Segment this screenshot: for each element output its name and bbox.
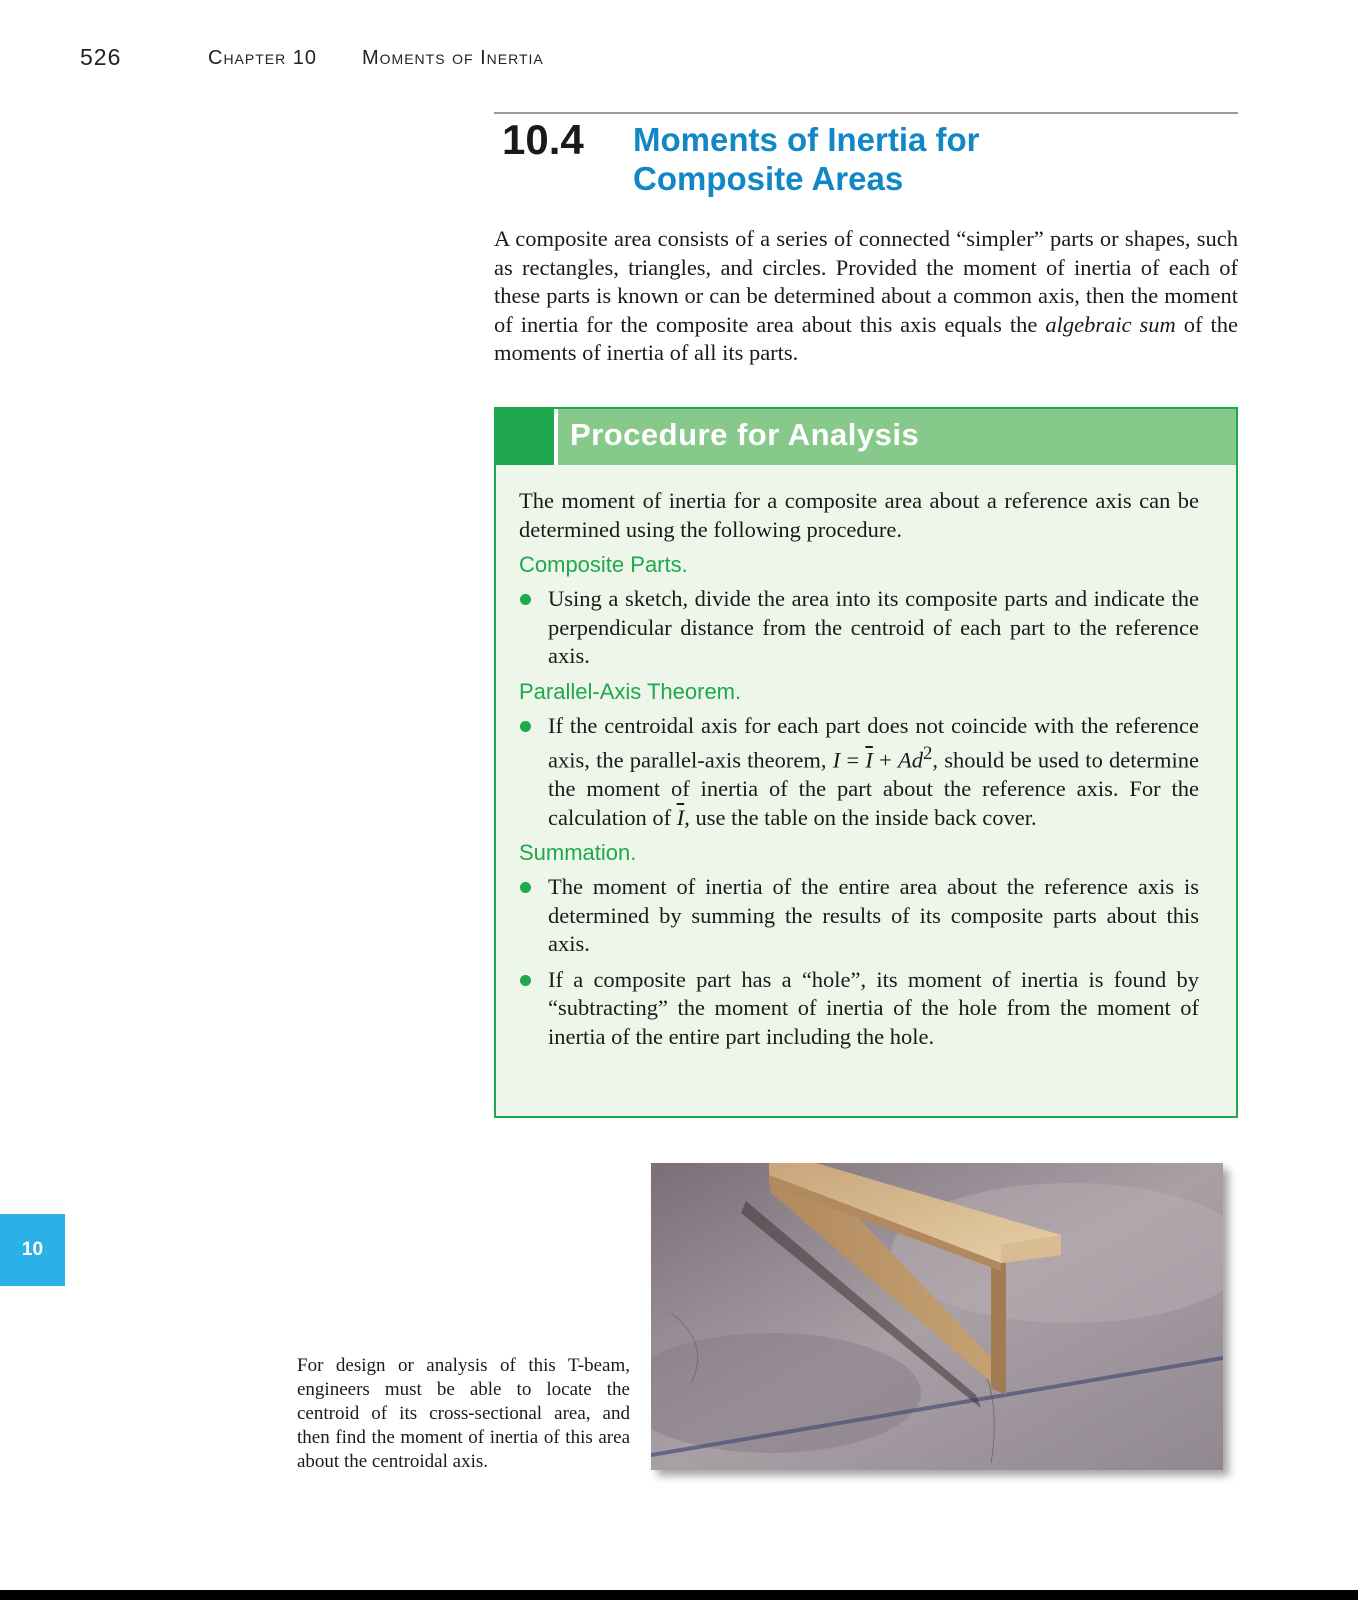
page-number: 526 — [80, 44, 122, 70]
procedure-box — [494, 407, 1238, 1118]
running-head — [80, 44, 1358, 74]
bullet-text: The moment of inertia of the entire area about the reference axis is determined by summing the results of its composite parts about this axis. — [548, 874, 1199, 956]
formula-exponent: 2 — [922, 743, 933, 764]
t-beam-illustration — [651, 1163, 1223, 1470]
bullet-icon — [520, 975, 531, 986]
section-title-line2: Composite Areas — [633, 160, 904, 197]
bottom-bar — [0, 1590, 1358, 1600]
subhead-parallel-axis: Parallel-Axis Theorem. — [519, 678, 742, 704]
procedure-intro: The moment of inertia for a composite area about a reference axis can be determined using the following procedure. — [519, 488, 1199, 542]
procedure-title: Procedure for Analysis — [570, 417, 920, 452]
formula-lhs: I — [832, 747, 841, 773]
subhead-composite-parts: Composite Parts. — [519, 552, 688, 577]
summation-list — [519, 873, 1199, 1051]
figure-caption: For design or analysis of this T-beam, engineers must be able to locate the centroid of its cross-sectional area, and then find the moment of inertia of this area about the centroidal axis. — [297, 1355, 630, 1472]
formula-ibar: $\overline{I}$ — [865, 747, 873, 773]
bullet-text-part1: If the centroidal axis for each part does not coincide with the reference axis, the parallel-axis theorem, — [548, 712, 1199, 773]
t-beam-photo — [651, 1163, 1223, 1470]
bullet-icon — [520, 594, 531, 605]
chapter-label: Chapter 10 — [208, 47, 318, 69]
section-title — [633, 120, 1193, 198]
list-item — [519, 585, 1199, 671]
parallel-axis-list — [519, 712, 1199, 833]
intro-emphasis: algebraic sum — [1045, 311, 1176, 337]
bullet-text-part3: , use the table on the inside back cover. — [684, 804, 1037, 830]
list-item — [519, 966, 1199, 1052]
bullet-text-part2: , should be used to determine the moment of inertia of the part about the reference axis. For the calculation of — [548, 747, 1199, 830]
section-rule — [494, 112, 1238, 114]
procedure-header — [496, 409, 1236, 465]
intro-paragraph — [494, 225, 1238, 368]
bullet-text: If a composite part has a “hole”, its moment of inertia is found by “subtracting” the moment of inertia of the hole from the moment of inertia of the entire part including the hole. — [548, 966, 1199, 1049]
section-number: 10.4 — [502, 116, 584, 163]
procedure-header-tab — [496, 409, 558, 465]
chapter-tab: 10 — [0, 1214, 65, 1286]
intro-text-2: of the moments of inertia of all its parts. — [494, 311, 1238, 365]
list-item — [519, 873, 1199, 959]
composite-parts-list — [519, 585, 1199, 671]
bullet-icon — [520, 882, 531, 893]
list-item — [519, 712, 1199, 833]
intro-text-1: A composite area consists of a series of connected “simpler” parts or shapes, such as rectangles, triangles, and circles. Provided the moment of inertia of each of these parts is known or can be determined about a common axis, then the moment of inertia for the composite area about this axis equals the — [494, 226, 1238, 337]
section-title-line1: Moments of Inertia for — [633, 121, 980, 158]
bullet-icon — [520, 721, 531, 732]
chapter-title: Moments of Inertia — [362, 47, 544, 69]
formula-ad: Ad — [897, 747, 923, 773]
bullet-text: Using a sketch, divide the area into its composite parts and indicate the perpendicular distance from the centroid of each part to the reference axis. — [548, 586, 1199, 668]
formula-eq: = — [840, 747, 866, 773]
inline-ibar: $\overline{I}$ — [676, 804, 685, 830]
subhead-summation: Summation. — [519, 840, 637, 865]
formula-plus: + — [872, 747, 898, 773]
procedure-body — [519, 487, 1199, 1058]
